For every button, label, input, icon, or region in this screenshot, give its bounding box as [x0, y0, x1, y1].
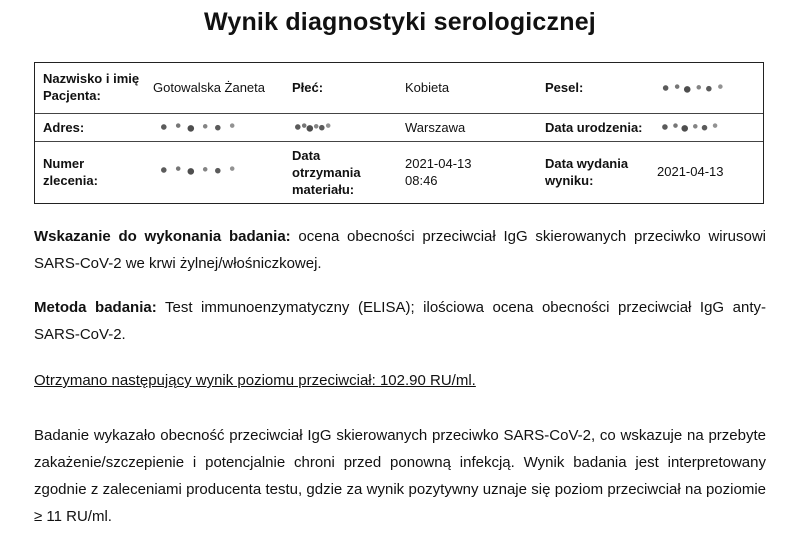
method-label: Metoda badania:: [34, 299, 157, 316]
received-time: 08:46: [405, 173, 438, 188]
table-row: [35, 113, 763, 142]
table-row: [35, 63, 763, 114]
indication-label: Wskazanie do wykonania badania:: [34, 228, 291, 245]
sex-label: Płeć:: [292, 80, 324, 95]
indication-paragraph: [34, 223, 766, 277]
issue-date: 2021-04-13: [657, 164, 724, 179]
sex-value: Kobieta: [405, 80, 450, 95]
patient-info-table: [34, 62, 764, 204]
received-date-label: Data otrzymania materiału:: [292, 148, 361, 197]
method-text: Test immunoenzymatyczny (ELISA); ilościowa ocena obecności przeciwciał IgG anty-SARS-CoV-2.: [34, 299, 766, 343]
redacted-birth-date: [657, 120, 723, 134]
redacted-house-number: [293, 120, 333, 134]
order-number-label: Numer zlecenia:: [43, 156, 98, 188]
document-title: Wynik diagnostyki serologicznej: [204, 8, 596, 36]
table-row: [35, 141, 763, 203]
redacted-order-number: [153, 163, 243, 177]
conclusion-paragraph: Badanie wykazało obecność przeciwciał IgG skierowanych przeciwko SARS-CoV-2, co wskazuje na przebyte zakażenie/szczepienie i potencjalnie chroni przed ponowną infekcją. Wynik badania jest interpretowany zgodnie z zaleceniami producenta testu, gdzie za wynik pozytywny uznaje się poziom przeciwciał na poziomie ≥ 11 RU/ml.: [34, 427, 766, 525]
method-paragraph: [34, 294, 766, 348]
result-line: Otrzymano następujący wynik poziomu przeciwciał: 102.90 RU/ml.: [34, 372, 476, 389]
redacted-street: [153, 120, 243, 134]
address-label: Adres:: [43, 120, 85, 135]
issue-date-label: Data wydania wyniku:: [545, 156, 629, 188]
birth-date-label: Data urodzenia:: [545, 120, 643, 135]
received-date: 2021-04-13: [405, 156, 472, 171]
pesel-label: Pesel:: [545, 80, 584, 95]
redacted-pesel: [657, 81, 729, 95]
indication-text: ocena obecności przeciwciał IgG skierowanych przeciwko wirusowi SARS-CoV-2 we krwi żylnej/włośniczkowej.: [34, 228, 766, 272]
name-value: Gotowalska Żaneta: [153, 80, 266, 95]
name-label: Nazwisko i imię Pacjenta:: [43, 71, 140, 103]
city-value: Warszawa: [405, 120, 466, 135]
